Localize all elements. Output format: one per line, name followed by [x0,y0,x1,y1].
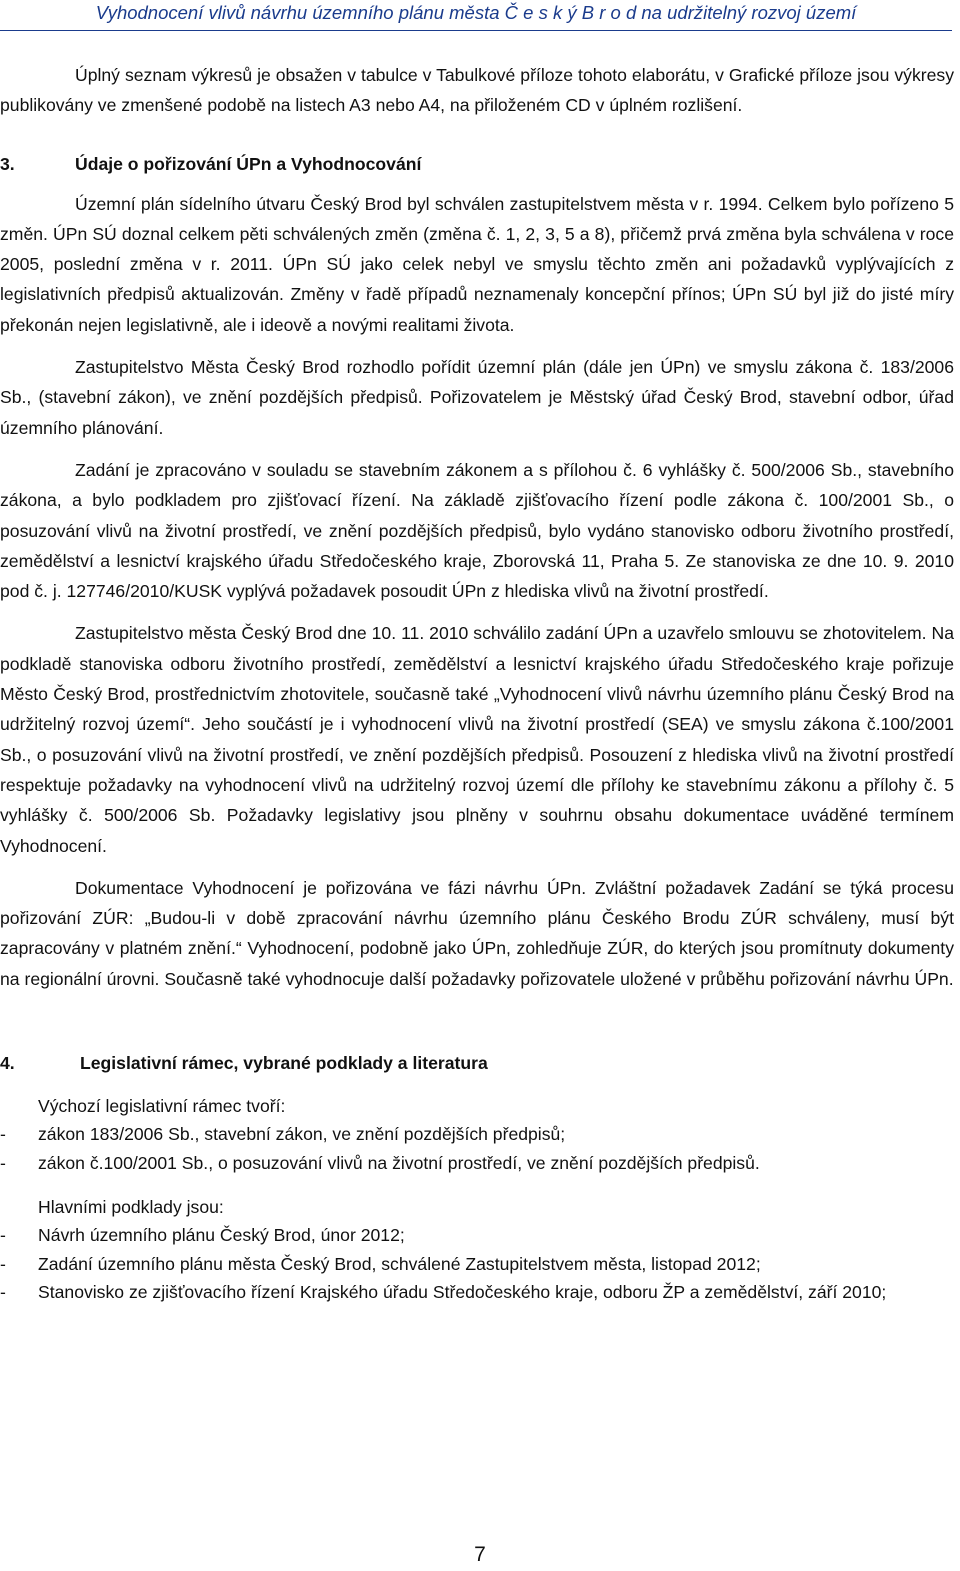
list-item [0,1221,954,1250]
list-item [0,1278,954,1307]
section-4-title: Legislativní rámec, vybrané podklady a literatura [80,1053,488,1074]
list-dash: - [0,1124,6,1145]
list-item-text: zákon č.100/2001 Sb., o posuzování vlivů na životní prostředí, ve znění pozdějších předpisů. [38,1152,760,1173]
page-content [0,60,954,1307]
list-dash: - [0,1152,6,1173]
section-3-paragraph: Zadání je zpracováno v souladu se stavebním zákonem a s přílohou č. 6 vyhlášky č. 500/2006 Sb., stavebního zákona, a bylo podkladem pro zjišťovací řízení. Na základě zjišťovacího řízení podle zákona č. 100/2001 Sb., o posuzování vlivů na životní prostředí, ve znění pozdějších předpisů, bylo vydáno stanovisko odboru životního prostředí, zemědělství a lesnictví krajského úřadu Středočeského kraje, Zborovská 11, Praha 5. Ze stanoviska ze dne 10. 9. 2010 pod č. j. 127746/2010/KUSK vyplývá požadavek posoudit ÚPn z hlediska vlivů na životní prostředí. [0,459,954,602]
legislation-list [0,1120,954,1177]
list-dash: - [0,1225,6,1246]
list-item-text: Návrh územního plánu Český Brod, únor 2012; [38,1225,405,1246]
section-3-title: Údaje o pořizování ÚPn a Vyhodnocování [75,153,422,174]
section-4-heading [0,1048,954,1078]
list-item [0,1250,954,1279]
list-item-text: zákon 183/2006 Sb., stavební zákon, ve znění pozdějších předpisů; [38,1124,566,1145]
intro-paragraph: Úplný seznam výkresů je obsažen v tabulce v Tabulkové příloze tohoto elaborátu, v Grafické příloze jsou výkresy publikovány ve zmenšené podobě na listech A3 nebo A4, na přiloženém CD v úplném rozlišení. [0,65,954,116]
sources-list [0,1221,954,1307]
section-4-number: 4. [0,1053,15,1074]
section-3-paragraph: Dokumentace Vyhodnocení je pořizována ve fázi návrhu ÚPn. Zvláštní požadavek Zadání se týká procesu pořizování ZÚR: „Budou-li v době zpracování návrhu územního plánu Českého Brodu ZÚR schváleny, musí být zapracovány v platném znění.“ Vyhodnocení, podobně jako ÚPn, zohledňuje ZÚR, do kterých jsou promítnuty dokumenty na regionální úrovni. Současně také vyhodnocuje další požadavky pořizovatele uložené v průběhu pořizování návrhu ÚPn. [0,877,954,989]
list-item-text: Zadání územního plánu města Český Brod, schválené Zastupitelstvem města, listopad 2012; [38,1253,761,1274]
section-3-paragraph: Zastupitelstvo Města Český Brod rozhodlo pořídit územní plán (dále jen ÚPn) ve smyslu zákona č. 183/2006 Sb., (stavební zákon), ve znění pozdějších předpisů. Pořizovatelem je Městský úřad Český Brod, stavební odbor, úřad územního plánování. [0,357,954,438]
legislation-intro: Výchozí legislativní rámec tvoří: [38,1096,286,1117]
list-item [0,1149,954,1178]
section-3-number: 3. [0,153,15,174]
section-3-paragraph: Územní plán sídelního útvaru Český Brod byl schválen zastupitelstvem města v r. 1994. Celkem bylo pořízeno 5 změn. ÚPn SÚ doznal celkem pěti schválených změn (změna č. 1, 2, 3, 5 a 8), přičemž prvá změna byla schválena v roce 2005, poslední změna v r. 2011. ÚPn SÚ jako celek nebyl ve smyslu těchto změn ani požadavků vyplývajících z legislativních předpisů aktualizován. Změny v řadě případů neznamenaly koncepční přínos; ÚPn SÚ byl již do jisté míry překonán nejen legislativně, ale i ideově a novými realitami života. [0,193,954,335]
running-header [0,0,952,31]
section-3-paragraph: Zastupitelstvo města Český Brod dne 10. 11. 2010 schválilo zadání ÚPn a uzavřelo smlouvu se zhotovitelem. Na podkladě stanoviska odboru životního prostředí, zemědělství a lesnictví krajského úřadu Středočeského kraje pořizuje Město Český Brod, prostřednictvím zhotovitele, současně také „Vyhodnocení vlivů návrhu územního plánu Český Brod na udržitelný rozvoj území“. Jeho součástí je i vyhodnocení vlivů na životní prostředí (SEA) ve smyslu zákona č.100/2001 Sb., o posuzování vlivů na životní prostředí, ve znění pozdějších předpisů. Posouzení z hlediska vlivů na životní prostředí respektuje požadavky na vyhodnocení vlivů na udržitelný rozvoj území dle přílohy ke stavebnímu zákonu a přílohy č. 5 vyhlášky č. 500/2006 Sb. Požadavky legislativy jsou plněny v souhrnu obsahu dokumentace uváděné termínem Vyhodnocení. [0,623,954,856]
section-3-heading [0,149,954,179]
list-dash: - [0,1282,6,1303]
list-item [0,1120,954,1149]
page-number: 7 [474,1543,486,1566]
sources-intro: Hlavními podklady jsou: [38,1197,224,1218]
list-item-text: Stanovisko ze zjišťovacího řízení Krajského úřadu Středočeského kraje, odboru ŽP a zemědělství, září 2010; [38,1282,887,1303]
list-dash: - [0,1253,6,1274]
running-header-title: Vyhodnocení vlivů návrhu územního plánu města Č e s k ý B r o d na udržitelný rozvoj území [95,2,857,23]
